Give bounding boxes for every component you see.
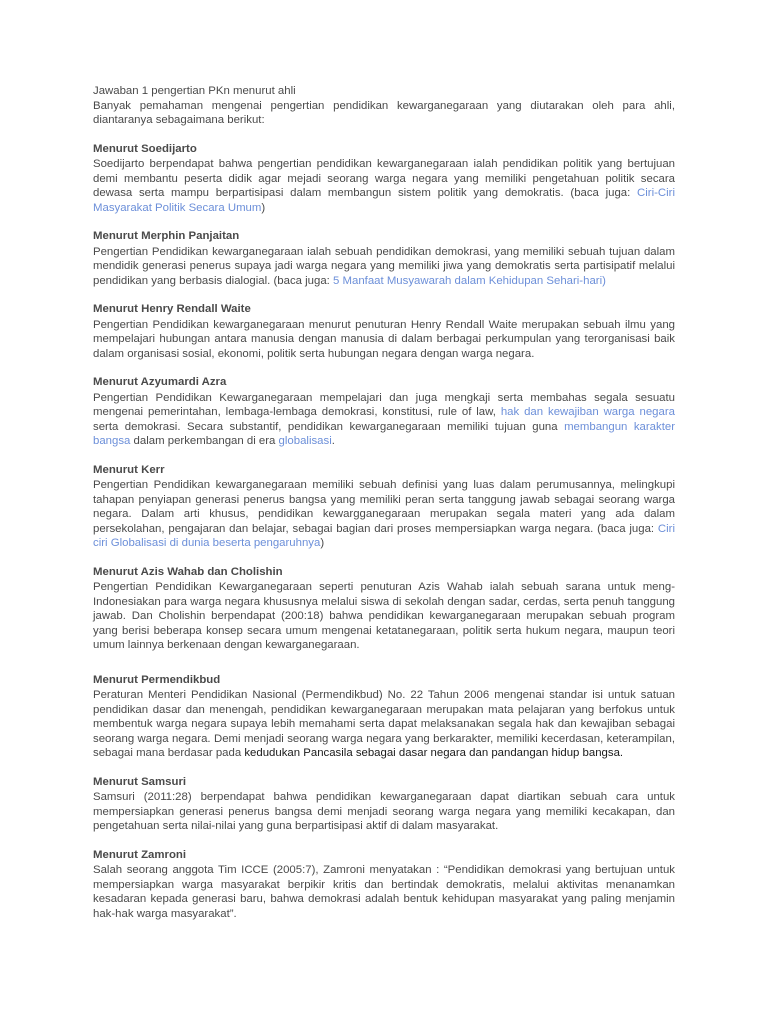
section-body: Pengertian Pendidikan Kewarganegaraan seperti penuturan Azis Wahab ialah sebuah sarana untuk meng-Indonesiakan para warga negara khususnya melalui siswa di sekolah dengan sadar, cerdas, serta penuh tanggung jawab. Dan Cholishin berpendapat (200:18) bahwa pendidikan kewarganegaraan merupakan sebuah program yang berisi beberapa konsep secara umum mengenai ketatanegaraan, politik serta hukum negara, maupun teori umum lainnya berkenaan dengan kewarganegaraan. [93,581,675,651]
link-ciri-globalisasi[interactable]: Ciri ciri Globalisasi di dunia beserta pengaruhnya [93,522,675,549]
section-heading: Menurut Permendikbud [93,673,221,686]
link-hak-kewajiban[interactable]: hak dan kewajiban warga negara [500,406,675,418]
section-azyumardi-azra [93,375,675,449]
section-body [93,478,675,551]
body-text: serta demokrasi. Secara substantif, pendidikan kewarganegaraan memiliki tujuan guna [93,420,565,433]
section-merphin-panjaitan [93,229,675,288]
section-heading: Menurut Zamroni [93,848,187,861]
body-text: Pengertian Pendidikan kewarganegaraan ialah sebuah pendidikan demokrasi, yang memiliki sebuah tujuan dalam mendidik generasi penerus supaya jadi warga negara yang memiliki jiwa yang demokratis serta partisipatif melalui pendidikan yang berbasis dialogial. (baca juga: [93,245,675,287]
section-soedijarto [93,142,675,216]
section-body [93,391,675,449]
link-globalisasi[interactable]: globalisasi [278,435,332,447]
section-zamroni [93,848,675,922]
body-text: Pengertian Pendidikan kewarganegaraan memiliki sebuah definisi yang luas dalam perumusannya, melingkupi tahapan penyiapan generasi penerus bangsa yang memiliki peran serta tanggung jawab sebagai seorang warga negara. Dalam arti khusus, pendidikan kewargganegaraan merupakan segala materi yang ada dalam persekolahan, pengajaran dan belajar, sebagai bagian dari proses mempersiapkan warga negara. (baca juga: [93,479,675,535]
body-text: Soedijarto berpendapat bahwa pengertian pendidikan kewarganegaraan ialah pendidikan politik yang bertujuan demi membantu peserta didik agar mejadi seorang warga negara yang memiliki pengetahuan politik secara dewasa serta mampu berpartisipasi dalam membangun sistem politik yang demokratis. (baca juga: [93,158,675,199]
body-text: ) [320,537,325,549]
section-heading: Menurut Azyumardi Azra [93,376,227,388]
section-heading: Menurut Samsuri [93,775,187,788]
body-text: ) [261,201,266,214]
section-body: Salah seorang anggota Tim ICCE (2005:7), Zamroni menyatakan : “Pendidikan demokrasi yang bertujuan untuk mempersiapkan warga masyarakat berpikir kritis dan bertindak demokratis, melalui aktivitas menanamkan kesadaran kepada generasi baru, bahwa demokrasi adalah bentuk kehidupan masyarakat yang paling menjamin hak-hak warga masyarakat”. [93,864,675,920]
section-heading: Menurut Merphin Panjaitan [93,230,240,242]
body-text: . [331,435,335,447]
section-azis-wahab [93,565,675,653]
section-body: Samsuri (2011:28) berpendapat bahwa pendidikan kewarganegaraan dapat diartikan sebuah cara untuk mempersiapkan generasi penerus bangsa demi menjadi seorang warga negara yang memiliki kecakapan, dan pengetahuan serta nilai-nilai yang guna berpartisipasi aktif di dalam masyarakat. [93,791,675,832]
section-body: Pengertian Pendidikan kewarganegaraan menurut penuturan Henry Rendall Waite merupakan sebuah ilmu yang mempelajari hubungan antara manusia dengan manusia di dalam berbagai perkumpulan yang terorganisasi baik dalam organisasi sosial, ekonomi, politik serta hubungan negara dengan warga negara. [93,318,675,360]
section-henry-rendall-waite [93,302,675,361]
section-permendikbud [93,673,675,761]
section-heading: Menurut Soedijarto [93,142,197,155]
section-body [93,245,675,289]
body-text: Pengertian Pendidikan Kewarganegaraan mempelajari dan juga mengkaji serta membahas segala sesuatu mengenai pemerintahan, lembaga-lembaga demokrasi, konstitusi, rule of law, [93,391,675,418]
section-kerr [93,463,675,551]
document-page [93,84,675,921]
body-text: Peraturan Menteri Pendidikan Nasional (Permendikbud) No. 22 Tahun 2006 mengenai standar isi untuk satuan pendidikan dasar dan menengah, pendidikan kewarganegaraan merupakan mata pelajaran yang berfokus untuk membentuk warga negara supaya lebih memahami serta dapat melaksanakan segala hak dan kewajiban sebagai seorang warga negara. Demi menjadi seorang warga negara yang berkarakter, memiliki kecerdasan, keterampilan, sebagai mana berdasar pada [93,689,675,759]
link-manfaat-musyawarah[interactable]: 5 Manfaat Musyawarah dalam Kehidupan Sehari-hari) [333,274,606,287]
section-heading: Menurut Azis Wahab dan Cholishin [93,565,283,578]
section-samsuri [93,775,675,834]
highlight-text: kedudukan Pancasila sebagai dasar negara dan pandangan hidup bangsa. [244,747,624,759]
section-heading: Menurut Kerr [93,463,165,476]
body-text: dalam perkembangan di era [130,435,279,447]
section-body [93,157,675,215]
link-membangun-karakter[interactable]: membangun karakter bangsa [93,420,675,447]
link-ciri-masyarakat-politik[interactable]: Ciri-Ciri Masyarakat Politik Secara Umum [93,187,675,214]
section-heading: Menurut Henry Rendall Waite [93,303,251,315]
intro-text: Banyak pemahaman mengenai pengertian pendidikan kewarganegaraan yang diutarakan oleh para ahli, diantaranya sebagaimana berikut: [93,99,675,126]
section-body [93,688,675,761]
intro-title: Jawaban 1 pengertian PKn menurut ahli [93,85,296,97]
